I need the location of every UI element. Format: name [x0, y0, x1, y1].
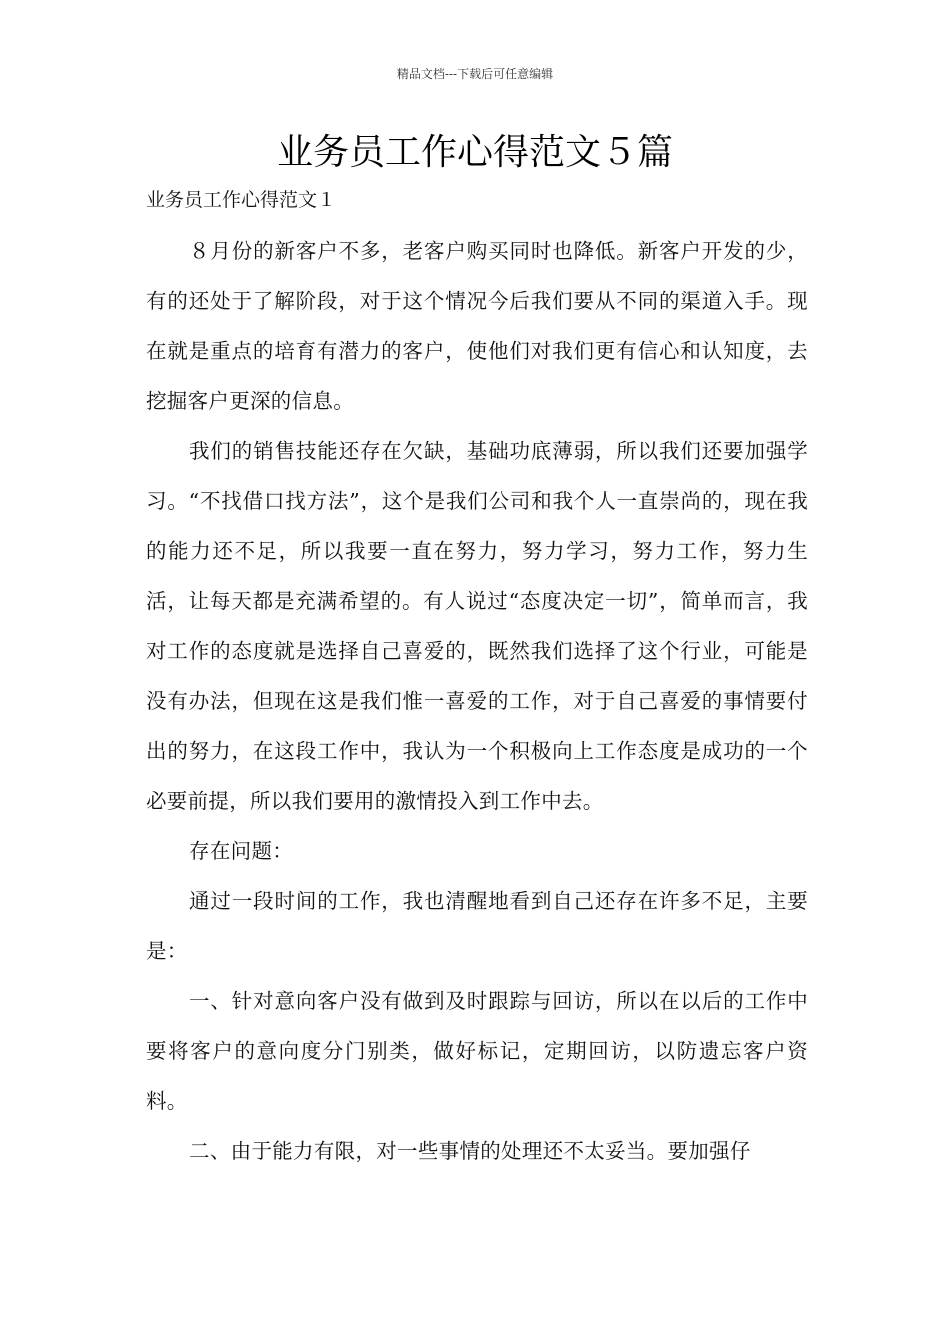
paragraph-shortcomings-intro: 通过一段时间的工作，我也清醒地看到自己还存在许多不足，主要是：: [146, 889, 808, 963]
paragraph-new-customers: ８月份的新客户不多，老客户购买同时也降低。新客户开发的少，有的还处于了解阶段，对于这个情况今后我们要从不同的渠道入手。现在就是重点的培育有潜力的客户，使他们对我们更有信心和认知度，去挖掘客户更深的信息。: [146, 239, 808, 413]
paragraph-sales-skills: 我们的销售技能还存在欠缺，基础功底薄弱，所以我们还要加强学习。“不找借口找方法”，这个是我们公司和我个人一直崇尚的，现在我的能力还不足，所以我要一直在努力，努力学习，努力工作，努力生活，让每天都是充满希望的。有人说过“态度决定一切”，简单而言，我对工作的态度就是选择自己喜爱的，既然我们选择了这个行业，可能是没有办法，但现在这是我们惟一喜爱的工作，对于自己喜爱的事情要付出的努力，在这段工作中，我认为一个积极向上工作态度是成功的一个必要前提，所以我们要用的激情投入到工作中去。: [146, 439, 808, 813]
page-header-note: 精品文档---下载后可任意编辑: [396, 67, 554, 81]
paragraph-point-two: 二、由于能力有限，对一些事情的处理还不太妥当。要加强仔: [189, 1139, 751, 1163]
section-subheading: 业务员工作心得范文１: [146, 189, 337, 211]
paragraph-problems-heading: 存在问题：: [189, 839, 294, 863]
paragraph-point-one: 一、针对意向客户没有做到及时跟踪与回访，所以在以后的工作中要将客户的意向度分门别类，做好标记，定期回访，以防遗忘客户资料。: [146, 989, 808, 1113]
document-title: 业务员工作心得范文５篇: [276, 132, 673, 173]
document-body: [146, 226, 808, 1176]
